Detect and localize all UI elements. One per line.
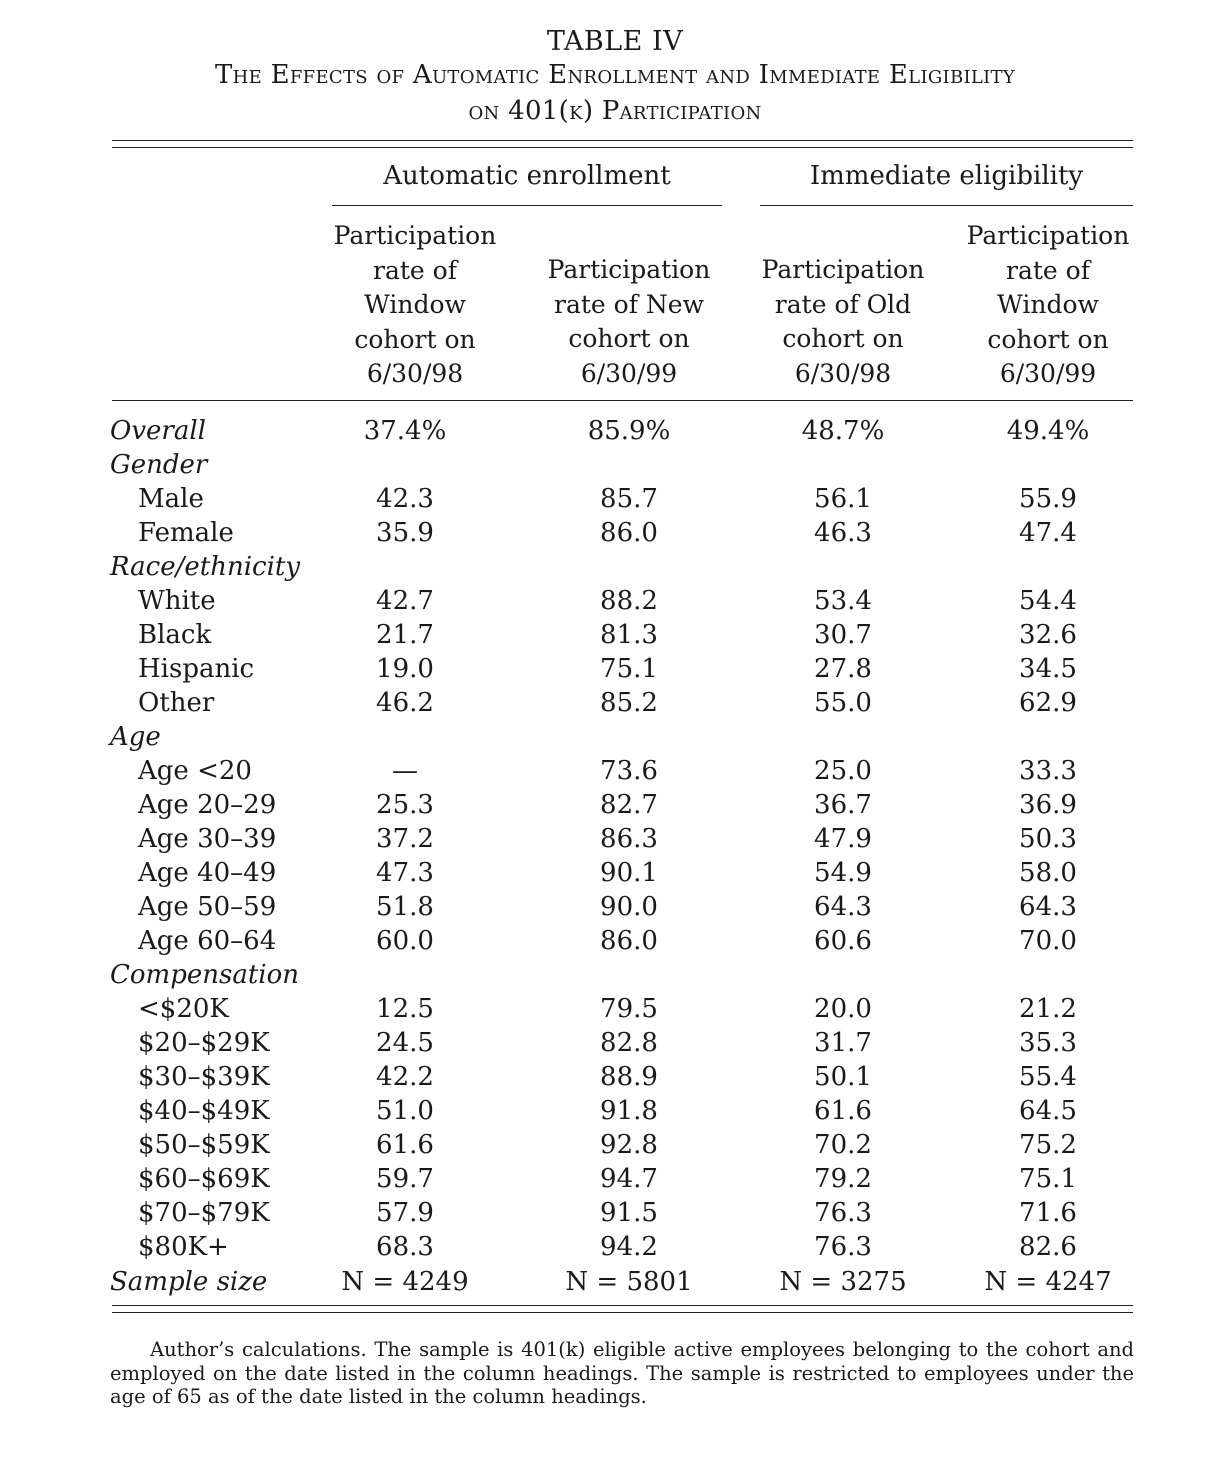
table-cell: 86.0 [600,926,658,956]
table-row [0,1094,1230,1128]
column-header-line: 6/30/98 [366,359,464,388]
table-cell: 54.4 [1019,586,1077,616]
table-cell: 58.0 [1019,858,1077,888]
table-cell: 79.5 [600,994,658,1024]
table-cell: 70.2 [814,1130,872,1160]
table-cell: 42.3 [376,484,434,514]
table-cell: 81.3 [600,620,658,650]
column-header-line: rate of [1006,255,1090,285]
table-cell: 21.7 [376,620,434,650]
table-row [0,584,1230,618]
table-row-sample-size [0,1265,1230,1299]
table-cell: 68.3 [376,1232,434,1262]
table-cell: 31.7 [814,1028,872,1058]
table-row [0,788,1230,822]
table-title-line-2: on 401(k) Participation [468,96,762,126]
row-label: <$20K [138,994,229,1024]
table-cell: 64.5 [1019,1096,1077,1126]
table-cell: 27.8 [814,654,872,684]
row-label: Black [138,620,212,650]
table-cell: 54.9 [814,858,872,888]
table-row [0,686,1230,720]
table-cell: 57.9 [376,1198,434,1228]
table-cell: 19.0 [376,654,434,684]
table-cell: 82.6 [1019,1232,1077,1262]
table-cell: 91.5 [600,1198,658,1228]
table-cell: 36.9 [1019,790,1077,820]
table-cell: 47.4 [1019,518,1077,548]
row-label: Age 50–59 [138,892,277,922]
column-header-window-99 [938,219,1158,392]
table-row [0,652,1230,686]
top-rule-upper [112,140,1133,141]
table-cell: 90.1 [600,858,658,888]
table-cell: 51.0 [376,1096,434,1126]
table-cell: 86.3 [600,824,658,854]
table-cell: 86.0 [600,518,658,548]
table-row [0,1196,1230,1230]
table-row [0,1162,1230,1196]
table-cell: 24.5 [376,1028,434,1058]
table-cell: — [392,756,418,786]
table-cell: 90.0 [600,892,658,922]
column-header-line: Window [364,290,466,319]
table-cell: 35.3 [1019,1028,1077,1058]
table-title-line-1: The Effects of Automatic Enrollment and Immediate Eligibility [214,60,1016,90]
table-cell: 55.4 [1019,1062,1077,1092]
table-cell: 64.3 [814,892,872,922]
table-row [0,1128,1230,1162]
table-cell: 25.0 [814,756,872,786]
row-label: Age 20–29 [138,790,277,820]
table-row [0,1060,1230,1094]
table-cell: 49.4% [1006,416,1090,446]
table-cell: 61.6 [814,1096,872,1126]
row-label: Compensation [110,960,299,990]
row-label: $80K+ [138,1232,229,1262]
table-cell: 60.0 [376,926,434,956]
row-label: Age [110,722,161,752]
table-cell: 94.7 [600,1164,658,1194]
table-row-category [0,550,1230,584]
column-header-line: Window [997,290,1099,319]
table-cell: 82.8 [600,1028,658,1058]
table-cell: 32.6 [1019,620,1077,650]
table-cell: 25.3 [376,790,434,820]
table-cell: 20.0 [814,994,872,1024]
row-label: Female [138,518,234,548]
table-row [0,992,1230,1026]
column-header-new-99 [519,253,739,391]
row-label: $20–$29K [138,1028,270,1058]
table-cell: 34.5 [1019,654,1077,684]
table-cell: 85.9% [587,416,671,446]
row-label: White [138,586,216,616]
group-header-immediate-eligibility: Immediate eligibility [809,161,1084,191]
table-cell: 76.3 [814,1232,872,1262]
table-cell: 56.1 [814,484,872,514]
table-cell: 62.9 [1019,688,1077,718]
table-row [0,822,1230,856]
table-cell: 46.3 [814,518,872,548]
table-row [0,890,1230,924]
column-header-line: Participation [966,221,1130,250]
row-label: $60–$69K [138,1164,270,1194]
row-label: Sample size [110,1267,268,1297]
table-row [0,1026,1230,1060]
table-cell: 76.3 [814,1198,872,1228]
table-row [0,754,1230,788]
table-cell: 46.2 [376,688,434,718]
row-label: Gender [110,450,208,480]
table-cell: 50.1 [814,1062,872,1092]
table-cell: N = 4249 [341,1267,469,1297]
table-cell: 88.2 [600,586,658,616]
table-row [0,856,1230,890]
table-cell: 47.3 [376,858,434,888]
bottom-rule-upper [112,1305,1133,1306]
table-cell: 91.8 [600,1096,658,1126]
table-cell: 37.2 [376,824,434,854]
table-cell: 21.2 [1019,994,1077,1024]
column-header-line: cohort on [782,324,904,353]
table-cell: 73.6 [600,756,658,786]
column-header-line: 6/30/98 [794,358,892,388]
column-header-line: cohort on [987,324,1109,354]
column-header-line: cohort on [568,324,690,353]
column-header-line: 6/30/99 [999,359,1097,388]
row-label: Male [138,484,204,514]
row-label: Race/ethnicity [110,552,301,582]
bottom-rule-lower [112,1312,1133,1313]
table-cell: 92.8 [600,1130,658,1160]
top-rule-lower [112,147,1133,148]
row-label: $30–$39K [138,1062,270,1092]
table-cell: 59.7 [376,1164,434,1194]
table-row-category [0,448,1230,482]
table-cell: 75.1 [1019,1164,1077,1194]
column-header-line: Participation [761,255,925,284]
table-row [0,618,1230,652]
table-cell: 55.9 [1019,484,1077,514]
column-header-line: cohort on [354,324,476,354]
table-cell: 30.7 [814,620,872,650]
row-label: $70–$79K [138,1198,270,1228]
table-cell: 42.7 [376,586,434,616]
table-cell: 48.7% [801,416,885,446]
table-row [0,924,1230,958]
table-cell: 35.9 [376,518,434,548]
table-number: TABLE IV [546,26,684,57]
table-row-category [0,720,1230,754]
row-label: $50–$59K [138,1130,270,1160]
table-cell: 50.3 [1019,824,1077,854]
table-footnote: Author’s calculations. The sample is 401(k) eligible active employees belonging to the cohort and employed on the date listed in the column headings. The sample is restricted to employees under the age of 65 as of the date listed in the column headings. [110,1338,1134,1408]
column-header-old-98 [733,253,953,391]
row-label: $40–$49K [138,1096,270,1126]
table-cell: 61.6 [376,1130,434,1160]
table-row [0,482,1230,516]
table-cell: 70.0 [1019,926,1077,956]
row-label: Age 30–39 [138,824,277,854]
table-cell: 42.2 [376,1062,434,1092]
row-label: Age 60–64 [138,926,277,956]
column-header-line: 6/30/99 [580,358,678,388]
row-label: Overall [110,416,206,446]
table-cell: 79.2 [814,1164,872,1194]
row-label: Age <20 [138,756,252,786]
table-cell: 55.0 [814,688,872,718]
table-row [0,1230,1230,1264]
table-cell: 12.5 [376,994,434,1024]
table-cell: N = 3275 [779,1267,907,1297]
table-cell: 71.6 [1019,1198,1077,1228]
column-header-line: rate of [373,255,457,285]
row-label: Hispanic [138,654,255,684]
column-header-line: rate of Old [774,289,912,319]
column-header-line: Participation [547,255,711,284]
header-rule [112,400,1133,401]
table-row-category [0,958,1230,992]
table-cell: 47.9 [814,824,872,854]
column-header-line: Participation [333,221,497,250]
group-header-automatic-enrollment: Automatic enrollment [383,161,671,191]
group-rule-immediate [760,205,1133,206]
table-cell: 94.2 [600,1232,658,1262]
column-header-line: rate of New [554,289,704,319]
table-cell: 33.3 [1019,756,1077,786]
row-label: Age 40–49 [138,858,277,888]
table-cell: N = 4247 [984,1267,1112,1297]
table-cell: 82.7 [600,790,658,820]
row-label: Other [138,688,215,718]
table-cell: 75.1 [600,654,658,684]
table-cell: 60.6 [814,926,872,956]
table-cell: 75.2 [1019,1130,1077,1160]
column-header-window-98 [305,219,525,392]
table-cell: 53.4 [814,586,872,616]
table-cell: 64.3 [1019,892,1077,922]
table-cell: 88.9 [600,1062,658,1092]
table-cell: 36.7 [814,790,872,820]
table-cell: 51.8 [376,892,434,922]
table-row [0,516,1230,550]
table-cell: N = 5801 [565,1267,693,1297]
table-cell: 85.2 [600,688,658,718]
table-row-overall [0,414,1230,448]
group-rule-automatic [332,205,722,206]
table-cell: 37.4% [363,416,447,446]
table-cell: 85.7 [600,484,658,514]
